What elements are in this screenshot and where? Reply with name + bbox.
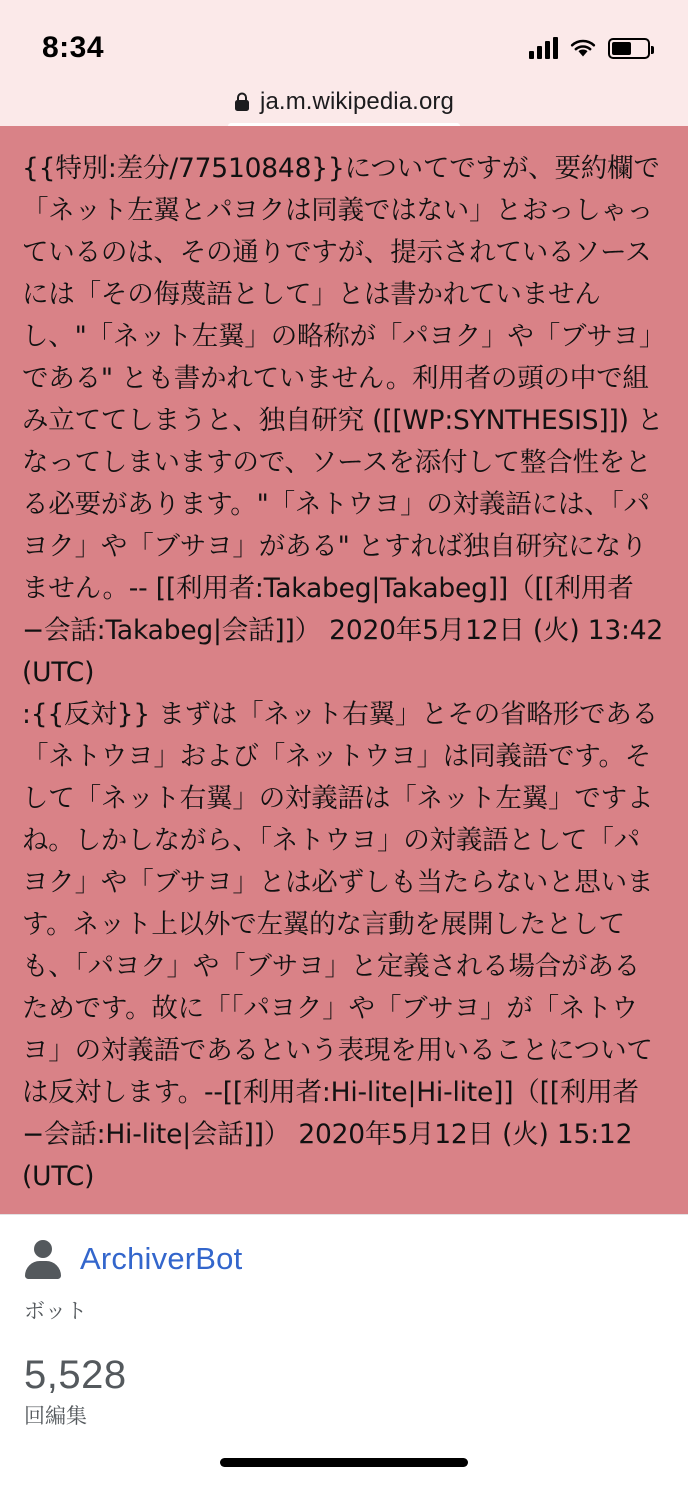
cellular-signal-icon: [529, 37, 558, 59]
user-role: ボット: [24, 1300, 87, 1323]
user-card: [0, 1215, 688, 1430]
status-bar: [0, 0, 688, 78]
browser-address-bar[interactable]: [0, 78, 688, 126]
username-link[interactable]: ArchiverBot: [80, 1241, 243, 1276]
talk-paragraph: {{特別:差分/77510848}}についてですが、要約欄で「ネット左翼とパヨクは同義ではない」とおっしゃっているのは、その通りですが、提示されているソースには「その侮蔑語として」とは書かれていませんし、"「ネット左翼」の略称が「パヨク」や「ブサヨ」である" とも書かれていません。利用者の頭の中で組み立ててしまうと、独自研究 ([[WP:SYNTHESIS]]) となってしまいますので、ソースを添付して整合性をとる必要があります。"「ネトウヨ」の対義語には、「パヨク」や「ブサヨ」がある" とすれば独自研究になりません。-- [[利用者:Takabeg|Takabeg]]（[[利用者−会話:Takabeg|会話]]） 2020年5月12日 (火) 13:42 (UTC): [22, 153, 666, 688]
wifi-icon: [568, 37, 598, 59]
user-row[interactable]: [24, 1239, 664, 1279]
battery-icon: [608, 38, 650, 59]
home-indicator[interactable]: [220, 1458, 468, 1467]
lock-icon: [234, 92, 250, 112]
home-indicator-area: [0, 1434, 688, 1490]
edit-count-value: 5,528: [24, 1353, 127, 1397]
edit-count-label: 回編集: [24, 1405, 87, 1428]
highlighted-talk-block: [0, 126, 688, 1214]
page-content: [0, 126, 688, 1434]
url-text: ja.m.wikipedia.org: [260, 88, 454, 115]
talk-paragraph: :{{反対}} まずは「ネット右翼」とその省略形である「ネトウヨ」および「ネットウヨ」は同義語です。そして「ネット右翼」の対義語は「ネット左翼」ですよね。しかしながら、「ネトウヨ」の対義語として「パヨク」や「ブサヨ」とは必ずしも当たらないと思います。ネット上以外で左翼的な言動を展開したとしても、「パヨク」や「ブサヨ」と定義される場合があるためです。故に「「パヨク」や「ブサヨ」が「ネトウヨ」の対義語であるという表現を用いることについては反対します。--[[利用者:Hi-lite|Hi-lite]]（[[利用者−会話:Hi-lite|会話]]） 2020年5月12日 (火) 15:12 (UTC): [22, 699, 658, 1192]
user-avatar-icon: [24, 1239, 62, 1279]
status-time: 8:34: [42, 31, 105, 64]
status-indicators: [529, 37, 650, 59]
